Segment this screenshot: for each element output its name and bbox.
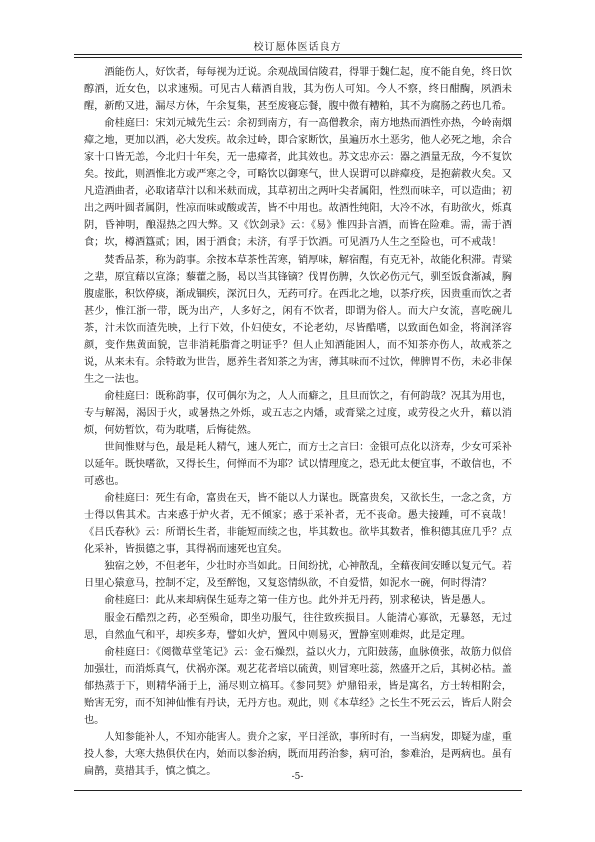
paragraph-mineral-drugs: 服金石酷烈之药，必至殒命，即坐功服气，往往致疾损目。人能清心寡欲，无暴怒，无过思，自然血气和平，却疾多寿，譬如火炉，置风中则易灭，置静室则难烬，此是定理。 — [84, 612, 512, 641]
paragraph-commentary-wine: 俞桂庭曰：宋刘元城先生云：余初到南方，有一高僧教余，南方地热而酒性亦热，今岭南烟瘴之地，更加以酒，必大发疾。故余过岭，即合家断饮，虽遍历水土恶劣，他人必死之地，余合家十口皆无恙，今北归十年矣，无一患瘴者，此其效也。苏文忠亦云：器之酒量无敌，今不复饮矣。按此，则酒惟北方或严寒之令，可略饮以御寒气，世人误谓可以辟瘴疫，是抱薪救火矣。又凡造酒曲者，必取诸草汁以和米麸而成，其草初出之两叶尖者属阳，性烈而味辛，可以造曲；初出之两叶圆者属阴，性凉而味或酸或苦，皆不中用也。故酒性纯阳，大冷不冰，有助欲火，烁真阴，昏神明，酿湿热之四大弊。又《饮剑录》云：《易》惟四卦言酒，而皆在险难。需，需于酒食；坎，樽酒簋贰；困，困于酒食；未济，有孚于饮酒。可见酒乃人生之至险也，可不戒哉！ — [84, 118, 512, 249]
paragraph-wine: 酒能伤人，好饮者，每每视为迂说。余观战国信陵君，得罪于魏仁起，度不能自免，终日饮醇酒，近女色，以求速殒。可见古人藉酒自戕，其为伤人可知。今人不察，终日酣醄，夙酒未醒，新酌又进，漏尽方休，午余复集，甚至废寝忘餐，腹中微有糟粕，其不为腐肠之药也几希。 — [84, 67, 512, 113]
paragraph-ginseng: 人知参能补人，不知亦能害人。贵介之家，平日淫欲，事所时有，一当病发，即疑为虚，重投人参，大寒大热俱伏在内，始而以参治病，既而用药治参，病可治，参难治，是两病也。虽有扁鹊，莫措其手，慎之慎之。 — [84, 731, 512, 777]
page-number: -5- — [291, 772, 304, 782]
paragraph-wealth-lust: 世间惟财与色，最是耗人精气，速人死亡，而方士之言曰：金银可点化以济寿，少女可采补以延年。既快嗜欲，又得长生，何惮而不为耶？试以情理度之，恐无此太便宜事，不敢信也，不可惑也。 — [84, 442, 512, 488]
header-rule-thick — [74, 54, 522, 55]
paragraph-commentary-tea: 俞桂庭曰：既称韵事，仅可偶尔为之，人人而癖之，且旦而饮之，有何韵哉？况其为用也，专与解渴，渴因于火，或暑热之外烁，或五志之内燔，或膏粱之过度，或劳役之火升，藉以消烦，何妨暂饮，苟为耽嗜，后悔徒然。 — [84, 390, 512, 436]
header-rule-thin — [74, 57, 522, 58]
page-body — [84, 64, 512, 780]
paragraph-commentary-sleep: 俞桂庭曰：此从来却病保生延寿之第一佳方也。此外并无丹药，别求秘诀，皆是愚人。 — [104, 595, 492, 607]
paragraph-sleep-alone: 独宿之妙，不但老年，少壮时亦当如此。日间纷扰，心神散乱，全藉夜间安睡以复元气。若日里心猿意马，控制不定，及至醉饱，又复恣情纵欲，不自爱惜，如泥水一碗，何时得清？ — [84, 561, 512, 590]
paragraph-commentary-longevity: 俞桂庭曰：死生有命，富贵在天，皆不能以人力谋也。既富贵矣，又欲长生，一念之贪，方士得以售其术。古来惑于炉火者，无不倾家；惑于采补者，无不丧命。愚夫接踵，可不哀哉！《吕氏春秋》云：所谓长生者，非能短而续之也，毕其数也。欲毕其数者，惟积德其庶几乎？点化采补，皆损德之事，其得祸而速死也宜矣。 — [84, 493, 512, 556]
footer-rule — [74, 790, 522, 791]
running-header: 校订愿体医话良方 — [253, 42, 342, 53]
paragraph-tea: 焚香品茶，称为韵事。余按本草茶性苦寒，销厚味，解宿酲，有克无补，故能化积滞。青粱之辈，原宜藉以宣涤；藜藿之肠，曷以当其锋镝？伐胃伤脾，久饮必伤元气，驯至饭食渐减，胸腹虚胀，积饮停痰，渐成锢疾，深沉日久，无药可疗。在西北之地，以茶疗疾，因贵重而饮之者甚少，惟江浙一带，既为出产，人多好之，闲有不饮者，即谓为俗人。而大户女流，喜吃碗儿茶，汁未饮而渣先映，上行下效，仆妇使女，不论老幼，尽皆酷嗜，以致面色如金，将润泽容颜，变作焦黄面貌，岂非消耗脂膏之明证乎？但人止知酒能困人，而不知茶亦伤人，故戒茶之说，从来未有。余特敢为世告，愿养生者知茶之为害，薄其味而不过饮，俾脾胃不伤，未必非保生之一法也。 — [84, 254, 512, 385]
paragraph-commentary-minerals: 俞桂庭曰：《阅微草堂笔记》云：金石燥烈，益以火力，亢阳鼓荡，血脉偾张，故筋力似倍加强壮，而消烁真气，伏祸亦深。观艺花者培以硫黄，则冒寒吐蕊，然盛开之后，其树必枯。盖郁热蒸于下，则精华涌于上，涌尽则立槁耳。《参同契》炉鼎铅汞，皆是寓名，方士转相附会，贻害无穷，而不知神仙惟有丹诀，无丹方也。观此，则《本草经》之长生不死云云，皆后人附会也。 — [84, 646, 512, 726]
